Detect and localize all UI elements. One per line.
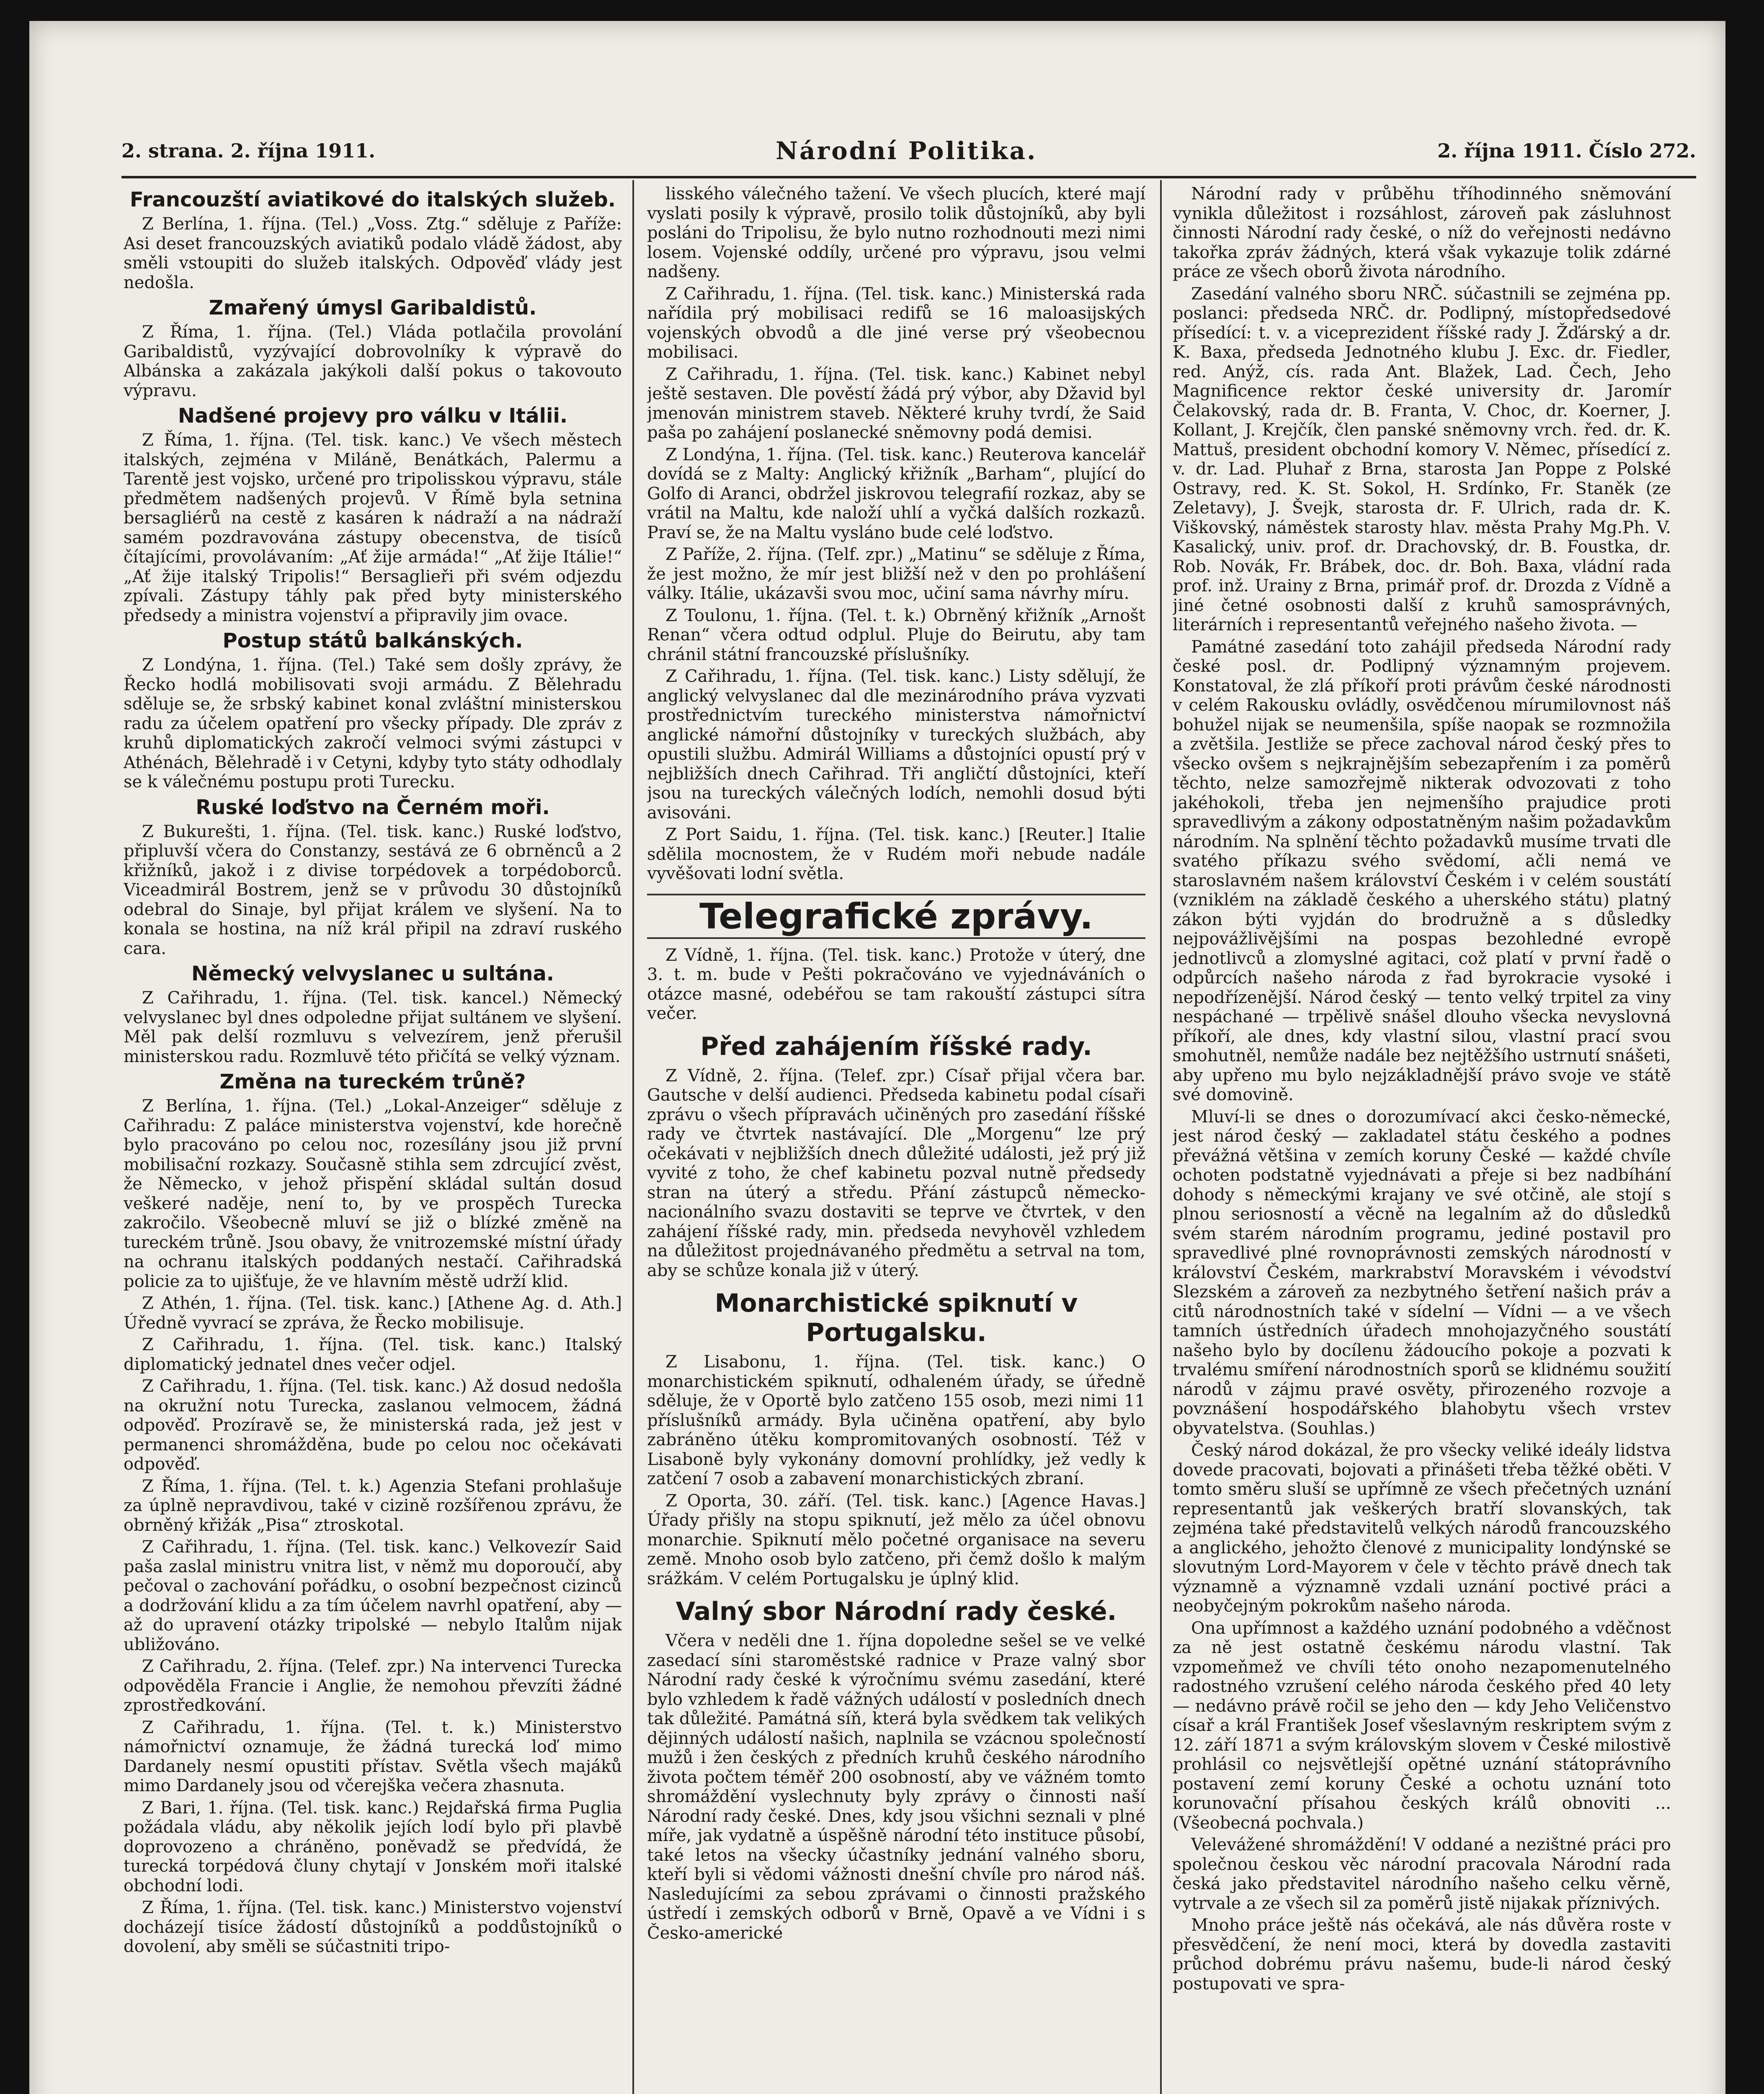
- article-paragraph: Z Říma, 1. října. (Tel. tisk. kanc.) Ministerstvo vojenství docházejí tisíce žádostí důstojníků a poddůstojníků o dovolení, aby směli se súčastniti tripo-: [124, 1898, 622, 1956]
- article-paragraph: Z Říma, 1. října. (Tel.) Vláda potlačila provolání Garibaldistů, vyzývající dobrovolníky k výpravě do Albánska a zakázala jakýkoli další pokus o takovouto výpravu.: [124, 322, 622, 400]
- article-paragraph: Z Oporta, 30. září. (Tel. tisk. kanc.) [Agence Havas.] Úřady přišly na stopu spiknutí, jež mělo za účel obnovu monarchie. Spiknutí mělo početné organisace na severu země. Mnoho osob bylo zatčeno, při čemž došlo k malým srážkám. V celém Portugalsku je úplný klid.: [647, 1491, 1145, 1589]
- article-paragraph: Z Cařihradu, 1. října. (Tel. tisk. kanc.) Listy sdělují, že anglický velvyslanec dal dle mezinárodního práva vyzvati prostřednictvím tureckého ministerstva námořnictví anglické námořní důstojníky v tureckých službách, aby opustili službu. Admirál Williams a důstojníci opustí prý v nejbližších dnech Cařihrad. Tři angličtí důstojníci, kteří jsou na tureckých válečných lodích, nemohli dosud býti avisováni.: [647, 667, 1145, 823]
- article-paragraph: Zasedání valného sboru NRČ. súčastnili se zejména pp. poslanci: předseda NRČ. dr. Podlipný, místopředsedové přísedící: t. v. a viceprezident říšské rady J. Žďárský a dr. K. Baxa, předseda Jednotného klubu J. Exc. dr. Fiedler, red. Anýž, cís. rada Ant. Blažek, Lad. Čech, Jeho Magnificence rektor české university dr. Jaromír Čelakovský, rada dr. B. Franta, V. Choc, dr. Koerner, J. Kollant, J. Krejčík, člen panské sněmovny vrch. řed. dr. K. Mattuš, president obchodní komory V. Němec, přísedící z. v. dr. Lad. Pluhař z Brna, starosta Jan Poppe z Polské Ostravy, red. K. St. Sokol, H. Srdínko, Fr. Staněk (ze Zeletavy), J. Švejk, starosta dr. F. Ulrich, rada dr. K. Viškovský, náměstek starosty hlav. města Prahy Mg.Ph. V. Kasalický, univ. prof. dr. Drachovský, dr. B. Foustka, dr. Rob. Novák, Fr. Brábek, doc. dr. Boh. Baxa, vládní rada prof. inž. Urainy z Brna, primář prof. dr. Drozda z Vídně a jiné četné osobnosti další z kruhů samosprávných, literárních i representantů veřejného našeho života. —: [1173, 284, 1671, 634]
- article-paragraph: Z Cařihradu, 1. října. (Tel. tisk. kanc.) Italský diplomatický jednatel dnes večer odjel.: [124, 1335, 622, 1374]
- article-headline: Nadšené projevy pro válku v Itálii.: [178, 404, 568, 428]
- article-headline: Valný sbor Národní rady české.: [676, 1597, 1117, 1626]
- masthead: [121, 126, 1696, 178]
- article-paragraph: Z Londýna, 1. října. (Tel. tisk. kanc.) Reuterova kancelář dovídá se z Malty: Anglický křižník „Barham“, plující do Golfo di Aranci, obdržel jiskrovou telegrafií rozkaz, aby se vrátil na Maltu, kde naloží uhlí a vyčká dalších rozkazů. Praví se, že na Maltu vysláno bude celé loďstvo.: [647, 445, 1145, 542]
- article-paragraph: Z Bukurešti, 1. října. (Tel. tisk. kanc.) Ruské loďstvo, připluvší včera do Constanzy, sestává ze 6 obrněnců a 2 křižníků, jakož i z divise torpédovek a torpédoborců. Viceadmirál Bostrem, jenž se v průvodu 30 důstojníků odebral do Sinaje, byl přijat králem ve slyšení. Na to konala se hostina, na níž král připil na zdraví ruského cara.: [124, 822, 622, 958]
- article-paragraph: Český národ dokázal, že pro všecky veliké ideály lidstva dovede pracovati, bojovati a přinášeti třeba těžké oběti. V tomto směru sluší se upřímně ze všech přečetných uznání representantů jak veškerých bratří slovanských, tak zejména také představitelů velkých národů francouzského a anglického, jehožto členové z municipality londýnské se slovutným Lord-Mayorem v čele v těchto právě dnech tak významně a významně vzdali uznání poctivé práci a neobyčejným pokrokům našeho národa.: [1173, 1441, 1671, 1616]
- column-1: [124, 184, 622, 2094]
- article-paragraph: Památné zasedání toto zahájil předseda Národní rady české posl. dr. Podlipný významným projevem. Konstatoval, že zlá příkoří proti právům české národnosti v celém Rakousku ovládly, osvědčenou mírumilovnost náš bohužel nijak se neumenšila, spíše naopak se rozmnožila a zvětšila. Jestliže se přece zachoval národ český přes to všecko ovšem s nejkrajnějším sebezapřením i za poměrů těchto, nelze samozřejmě nikterak odvozovati z toho jakéhokoli, třeba jen nejmenšího prajudice proti spravedlivým a zákony odpostatněným našim požadavkům národním. Na splnění těchto požadavků musíme trvati dle svatého příkazu svého svědomí, ačli nemá ve staroslavném našem království Českém i v celém soustátí (vzniklém na základě českého a uherského státu) platný zákon býti vyjdán do brodružně a s důsledky nejpovážlivějšími na pospas bezohledné evropě jednotlivců a zlomyslné agitaci, což platí v první řadě o odpůrcích našeho národa z řad byrokracie vysoké i nepodřízenější. Národ český — tento velký trpitel za viny nespáchané — trpělivě snášel dlouho všecka nevyslovná příkoří, ale dnes, kdy vlastní silou, vlastní prací svou smohutněl, nemůže nadále bez nejtěžšího ustrnutí snášeti, aby upřeno mu bylo nejzákladnější právo svoje ve státě své domovině.: [1173, 637, 1671, 1104]
- article-paragraph: Velevážené shromáždění! V oddané a nezištné práci pro společnou českou věc národní pracovala Národní rada česká jako představitel národního našeho celku věrně, vytrvale a ze všech sil za poměrů jistě nijakak příznivých.: [1173, 1835, 1671, 1913]
- header-date-left: 2. strana. 2. října 1911.: [121, 139, 376, 162]
- column-divider: [1160, 180, 1162, 2094]
- article-paragraph: lisského válečného tažení. Ve všech plucích, které mají vyslati posily k výpravě, prosilo tolik důstojníků, aby byli posláni do Tripolisu, že bylo nutno rozhodnouti mezi nimi losem. Vojenské oddíly, určené pro výpravu, jsou velmi nadšeny.: [647, 184, 1145, 281]
- article-paragraph: Z Londýna, 1. října. (Tel.) Také sem došly zprávy, že Řecko hodlá mobilisovati svoji armádu. Z Bělehradu sděluje se, že srbský kabinet konal zvláštní ministerskou radu za účelem opatření pro všecky případy. Dle zpráv z kruhů diplomatických zakročí velmoci svými zástupci v Athénách, Bělehradě i v Cetyni, kdyby tyto státy odhodlaly se k válečnému postupu proti Turecku.: [124, 655, 622, 792]
- article-headline: Německý velvyslanec u sultána.: [191, 962, 554, 985]
- article-paragraph: Z Berlína, 1. října. (Tel.) „Lokal-Anzeiger“ sděluje z Cařihradu: Z paláce ministerstva vojenství, kde horečně bylo pracováno po celou noc, rozesílány jsou již první mobilisační rozkazy. Současně stihla sem zdrcující zvěst, že Německo, v jehož přispění skládal sultán dosud veškeré naděje, není to, by ve prospěch Turecka zakročilo. Všeobecně mluví se již o blízké změně na tureckém trůně. Jsou obavy, že vnitrozemské místní úřady na ochranu italských poddaných nestačí. Cařihradská policie za to ujišťuje, že ve hlavním městě udrží klid.: [124, 1096, 622, 1291]
- article-paragraph: Mluví-li se dnes o dorozumívací akci česko-německé, jest národ český — zakladatel státu českého a podnes převážná většina v zemích koruny České — každé chvíle ochoten podstatně vyjednávati a přeje si bez nadbíhání dohody s německými krajany ve své otčině, ale stojí s plnou seriosností a věcně na legalním až do důsledků svém starém národním programu, jediné postavil pro spravedlivé plné rovnoprávnosti zemských národností v království Českém, markrabství Moravském i vévodství Slezském a zároveň za nezbytného šetření našich práv a citů národnostních také v sídelní — Vídni — a ve všech tamních ústředních úřadech mnohojazyčného soustátí našeho bylo by docílenu žádoucího pokoje a pozvati k trvalému smíření národnostních sporů se klidnému soužití národů v zájmu pravé osvěty, přirozeného rozvoje a povznášení hospodářského blahobytu všech vrstev obyvatelstva. (Souhlas.): [1173, 1107, 1671, 1438]
- article-headline: Zmařený úmysl Garibaldistů.: [209, 296, 537, 320]
- newspaper-page: [29, 21, 1725, 2094]
- article-paragraph: Z Cařihradu, 1. října. (Tel. tisk. kanc.) Velkovezír Said paša zaslal ministru vnitra list, v němž mu doporoučí, aby pečoval o zachování pořádku, o osobní bezpečnost cizinců a dodržování klidu a za tím účelem navrhl opatření, aby — až do upravení otázky tripolské — nebylo Italům nijak ubližováno.: [124, 1537, 622, 1654]
- article-paragraph: Z Vídně, 1. října. (Tel. tisk. kanc.) Protože v úterý, dne 3. t. m. bude v Pešti pokračováno ve vyjednáváních o otázce masné, odebéřou se tam rakouští zástupci sítra večer.: [647, 945, 1145, 1023]
- article-paragraph: Včera v neděli dne 1. října dopoledne sešel se ve velké zasedací síni staroměstské radnice v Praze valný sbor Národní rady české k výročnímu svému zasedání, které bylo vzhledem k řadě vážných událostí v posledních dnech tak důležité. Památná síň, která byla svědkem tak velikých dějinných událostí našich, naplnila se vzácnou společností mužů i žen českých z předních kruhů českého národního života počtem téměř 200 osobností, aby ve vážném tomto shromáždění vyslechnuty byly zprávy o činnosti naší Národní rady české. Dnes, kdy jsou všichni seznali v plné míře, jak vydatně a úspěšně národní této instituce působí, také letos na všecky účastníky jednání valného sboru, kteří byli si vědomi vážnosti dnešní chvíle pro národ náš. Nasledujícími za sebou zprávami o činnosti pražského ústředí i zemských odborů v Brně, Opavě a ve Vídni i s Česko-americké: [647, 1631, 1145, 1943]
- article-paragraph: Z Cařihradu, 1. října. (Tel. tisk. kanc.) Ministerská rada nařídila prý mobilisaci redifů se 16 maloasijských vojenských obvodů a dle jiné verse prý všeobecnou mobilisaci.: [647, 284, 1145, 362]
- article-paragraph: Z Port Saidu, 1. října. (Tel. tisk. kanc.) [Reuter.] Italie sdělila mocnostem, že v Rudém moři nebude nadále vyvěšovati lodní světla.: [647, 825, 1145, 883]
- article-paragraph: Z Paříže, 2. října. (Telf. zpr.) „Matinu“ se sděluje z Říma, že jest možno, že mír jest bližší než v den po prohlášení války. Itálie, ukázavši svou moc, učiní sama návrhy míru.: [647, 545, 1145, 603]
- article-paragraph: Z Cařihradu, 1. října. (Tel. tisk. kancel.) Německý velvyslanec byl dnes odpoledne přijat sultánem ve slyšení. Měl pak delší rozmluvu s velvezírem, jenž přerušil ministerskou radu. Rozmluvě této přičítá se velký význam.: [124, 988, 622, 1066]
- article-paragraph: Z Říma, 1. října. (Tel. tisk. kanc.) Ve všech městech italských, zejména v Miláně, Benátkách, Palermu a Tarentě jest vojsko, určené pro tripolisskou výpravu, stále předmětem nadšených projevů. V Římě byla setnina bersagliérů na cestě z kasáren k nádraží a na nádraží samém pozdravována zástupy obecenstva, de tisíců čítajícími, provolávaním: „Ať žije armáda!“ „Ať žije Itálie!“ „Ať žije italský Tripolis!“ Bersaglieři při svém odjezdu zpívali. Zástupy táhly pak před byty ministerského předsedy a ministra vojenství a připravily jim ovace.: [124, 431, 622, 625]
- article-paragraph: Z Berlína, 1. října. (Tel.) „Voss. Ztg.“ sděluje z Paříže: Asi deset francouzských aviatiků podalo vládě žádost, aby směli vstoupiti do služeb italských. Odpověď vlády jest nedošla.: [124, 214, 622, 292]
- article-headline: Před zahájením říšské rady.: [700, 1032, 1092, 1061]
- article-headline: Ruské loďstvo na Černém moři.: [196, 795, 550, 819]
- article-paragraph: Z Bari, 1. října. (Tel. tisk. kanc.) Rejdařská firma Puglia požádala vládu, aby několik jejích lodí bylo při plavbě doprovozeno a chráněno, poněvadž se předvídá, že turecká torpédová čluny chytají v Jonském moři italské obchodní lodi.: [124, 1798, 622, 1895]
- article-paragraph: Z Cařihradu, 2. října. (Telef. zpr.) Na intervenci Turecka odpověděla Francie i Anglie, že nemohou převzíti žádné zprostředkování.: [124, 1657, 622, 1715]
- article-paragraph: Z Lisabonu, 1. října. (Tel. tisk. kanc.) O monarchistickém spiknutí, odhaleném úřady, se úředně sděluje, že v Oportě bylo zatčeno 155 osob, mezi nimi 11 příslušníků armády. Byla učiněna opatření, aby bylo zabráněno útěku kompromitovaných osobností. Též v Lisaboně byly vykonány domovní prohlídky, jež vedly k zatčení 7 osob a zabavení monarchistických zbraní.: [647, 1352, 1145, 1488]
- column-divider: [632, 180, 634, 2094]
- article-paragraph: Z Toulonu, 1. října. (Tel. t. k.) Obrněný křižník „Arnošt Renan“ včera odtud odplul. Pluje do Beirutu, aby tam chránil státní francouzské příslušníky.: [647, 606, 1145, 664]
- article-headline: Změna na tureckém trůně?: [219, 1070, 526, 1093]
- article-headline: Francouzští aviatikové do italských služeb.: [130, 188, 616, 211]
- column-3: [1173, 184, 1671, 2094]
- article-paragraph: Z Vídně, 2. října. (Telef. zpr.) Císař přijal včera bar. Gautsche v delší audienci. Předseda kabinetu podal císaři zprávu o všech přípravách učiněných pro zasedání říšské rady ve čtvrtek nastávající. Dle „Morgenu“ lze prý očekávati v nejbližších dnech důležité události, jež prý již vyvité z toho, že chef kabinetu pozval nutně předsedy stran na úterý a středu. Přání zástupců německo-nacionálního svazu dostaviti se teprve ve čtvrtek, v den zahájení říšské rady, min. předseda nevyhověl vzhledem na důležitost projednávaného předmětu a setrval na tom, aby se schůze konala již v úterý.: [647, 1066, 1145, 1280]
- article-headline: Postup států balkánských.: [222, 629, 523, 652]
- article-paragraph: Mnoho práce ještě nás očekává, ale nás důvěra roste v přesvědčení, že není moci, která by dovedla zastaviti průchod dobrému právu našemu, bude-li národ český postupovati ve spra-: [1173, 1916, 1671, 1993]
- article-paragraph: Z Athén, 1. října. (Tel. tisk. kanc.) [Athene Ag. d. Ath.] Úředně vyvrací se zpráva, že Řecko mobilisuje.: [124, 1294, 622, 1333]
- article-paragraph: Z Cařihradu, 1. října. (Tel. tisk. kanc.) Až dosud nedošla na okružní notu Turecka, zaslanou velmocem, žádná odpověď. Prozíravě se, že ministerská rada, jež jest v permanenci shromážděna, bude po celou noc očekávati odpověď.: [124, 1377, 622, 1474]
- article-headline: Monarchistické spiknutí v Portugalsku.: [714, 1289, 1078, 1347]
- header-date-right: 2. října 1911. Číslo 272.: [1437, 139, 1696, 162]
- article-paragraph: Z Říma, 1. října. (Tel. t. k.) Agenzia Stefani prohlašuje za úplně nepravdivou, také v cizině rozšířenou zprávu, že obrněný křižák „Pisa“ ztroskotal.: [124, 1476, 622, 1535]
- article-paragraph: Z Cařihradu, 1. října. (Tel. t. k.) Ministerstvo námořnictví oznamuje, že žádná turecká loď mimo Dardanely nesmí opustiti přístav. Světla všech majáků mimo Dardanely jsou od včerejška večera zhasnuta.: [124, 1717, 622, 1795]
- article-paragraph: Národní rady v průběhu tříhodinného sněmování vynikla důležitost i rozsáhlost, zároveň pak zásluhnost činnosti Národní rady české, o níž do veřejnosti nedávno takořka zpráv žádných, která však vykazuje tolik zdárné práce ze všech oborů života národního.: [1173, 184, 1671, 281]
- article-paragraph: Z Cařihradu, 1. října. (Tel. tisk. kanc.) Kabinet nebyl ještě sestaven. Dle pověstí žádá prý výbor, aby Džavid byl jmenován ministrem staveb. Některé kruhy tvrdí, že Said paša po zahájení poslanecké sněmovny podá demisi.: [647, 364, 1145, 442]
- article-paragraph: Ona upřímnost a každého uznání podobného a vděčnost za ně jest ostatně českému národu vlastní. Tak vzpomeňmež ve chvíli této onoho nezapomenutelného radostného vzrušení celého národa českého před 40 lety — nedávno právě ročil se jeho den — kdy Jeho Veličenstvo císař a král František Josef všeslavným reskriptem svým z 12. září 1871 a svým královským slovem v České milostivě prohlásil co nejsvětlejší opětné uznání státoprávního postavení zemí koruny České a ochotu uznání toto korunovační přísahou českých králů obnoviti ... (Všeobecná pochvala.): [1173, 1618, 1671, 1833]
- column-2: [647, 184, 1145, 2094]
- section-heading: Telegrafické zprávy.: [647, 894, 1145, 939]
- newspaper-title: Národní Politika.: [775, 137, 1037, 165]
